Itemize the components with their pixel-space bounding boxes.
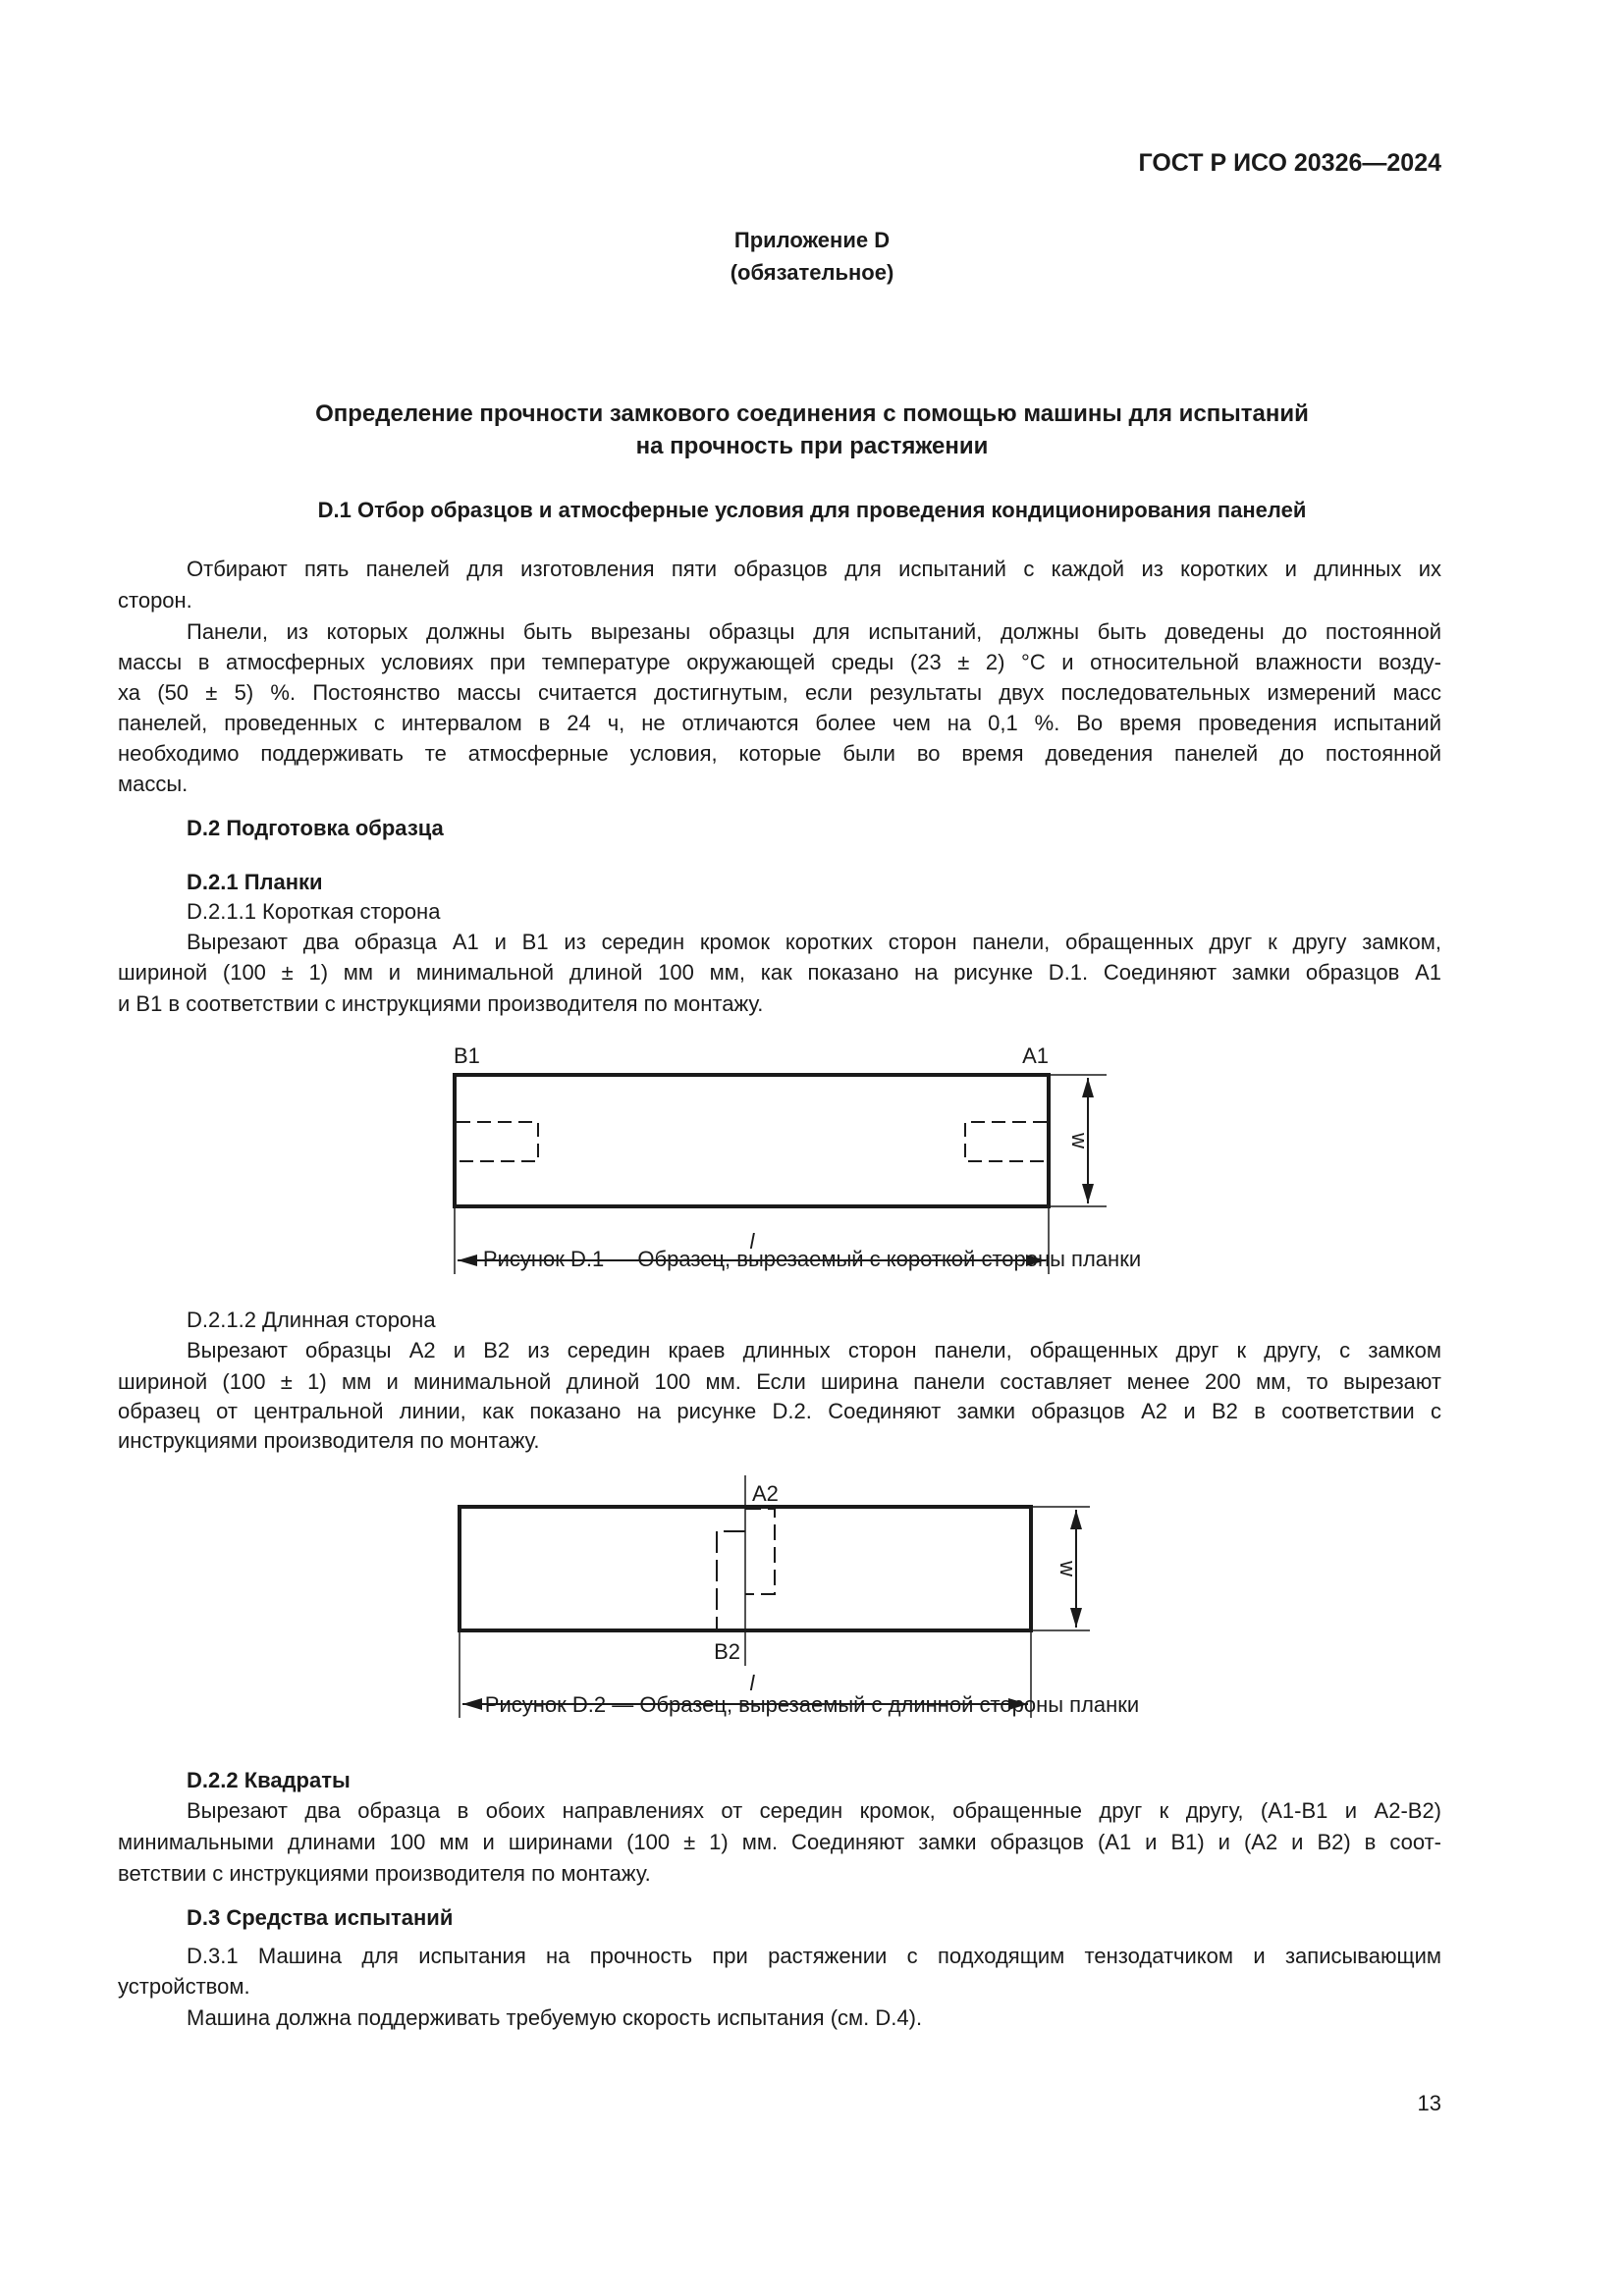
figure-d1 xyxy=(454,1043,1107,1274)
label-b1: B1 xyxy=(454,1043,480,1068)
lock-outline-a2 xyxy=(745,1509,775,1594)
paragraph-line: ха (50 ± 5) %. Постоянство массы считается достигнутым, если результаты двух последовательных измерений масс xyxy=(118,680,1441,705)
paragraph-line: инструкциями производителя по монтажу. xyxy=(118,1428,540,1453)
label-a2: A2 xyxy=(752,1481,779,1506)
paragraph-line: Отбирают пять панелей для изготовления пяти образцов для испытаний с каждой из коротких и длинных их xyxy=(187,557,1441,581)
label-w: w xyxy=(1067,1133,1092,1148)
paragraph-line: D.3.1 Машина для испытания на прочность при растяжении с подходящим тензодатчиком и записывающим xyxy=(187,1944,1441,1968)
paragraph-line: Вырезают два образца в обоих направлениях от середин кромок, обращенные друг к другу, (А1-В1 и А2-В2) xyxy=(187,1798,1441,1823)
figure-d2-caption: Рисунок D.2 — Образец, вырезаемый с длинной стороны планки xyxy=(484,1692,1140,1717)
heading-d21: D.2.1 Планки xyxy=(187,870,323,894)
label-b2: B2 xyxy=(714,1639,740,1664)
heading-d211: D.2.1.1 Короткая сторона xyxy=(187,899,441,924)
paragraph-line: шириной (100 ± 1) мм и минимальной длиной 100 мм. Если ширина панели составляет менее 200 мм, то вырезают xyxy=(118,1369,1441,1394)
paragraph-line: Вырезают два образца А1 и В1 из середин кромок коротких сторон панели, обращенных друг к другу замком, xyxy=(187,930,1441,954)
paragraph-line: шириной (100 ± 1) мм и минимальной длиной 100 мм, как показано на рисунке D.1. Соединяют замки образцов А1 xyxy=(118,960,1441,985)
figure-d1-caption: Рисунок D.1 — Образец, вырезаемый с короткой стороны планки xyxy=(482,1247,1142,1271)
paragraph-line: сторон. xyxy=(118,588,192,613)
heading-d212: D.2.1.2 Длинная сторона xyxy=(187,1308,436,1332)
label-l: l xyxy=(749,1229,755,1254)
main-title-line2: на прочность при растяжении xyxy=(635,433,989,459)
paragraph-line: массы. xyxy=(118,772,189,796)
lock-outline-b1 xyxy=(457,1122,538,1161)
paragraph-line: Вырезают образцы А2 и В2 из середин краев длинных сторон панели, обращенных друг к другу, с замком xyxy=(187,1338,1441,1362)
paragraph-line: панелей, проведенных с интервалом в 24 ч, не отличаются более чем на 0,1 %. Во время проведения испытаний xyxy=(118,711,1441,735)
paragraph-line: Машина должна поддерживать требуемую скорость испытания (см. D.4). xyxy=(187,2005,923,2030)
label-w: w xyxy=(1056,1561,1080,1576)
paragraph-line: устройством. xyxy=(118,1974,250,1999)
heading-d1: D.1 Отбор образцов и атмосферные условия для проведения кондиционирования панелей xyxy=(317,498,1307,522)
heading-d2: D.2 Подготовка образца xyxy=(187,816,444,840)
paragraph-line: образец от центральной линии, как показано на рисунке D.2. Соединяют замки образцов А2 и В2 в соответствии с xyxy=(118,1399,1441,1423)
paragraph-line: массы в атмосферных условиях при температуре окружающей среды (23 ± 2) °С и относительной влажности возду- xyxy=(118,650,1441,674)
specimen-outline xyxy=(455,1075,1049,1206)
paragraph-line: ветствии с инструкциями производителя по монтажу. xyxy=(118,1861,651,1886)
lock-outline-a1 xyxy=(965,1122,1047,1161)
heading-d22: D.2.2 Квадраты xyxy=(187,1768,351,1792)
label-l: l xyxy=(749,1671,755,1695)
label-a1: A1 xyxy=(1022,1043,1049,1068)
annex-status: (обязательное) xyxy=(730,260,894,285)
page-number: 13 xyxy=(1417,2091,1441,2115)
document-id: ГОСТ Р ИСО 20326—2024 xyxy=(1138,149,1441,177)
paragraph-line: минимальными длинами 100 мм и ширинами (100 ± 1) мм. Соединяют замки образцов (А1 и В1) и (А2 и В2) в соот- xyxy=(118,1830,1441,1854)
paragraph-line: и В1 в соответствии с инструкциями производителя по монтажу. xyxy=(118,991,764,1016)
paragraph-line: необходимо поддерживать те атмосферные условия, которые были во время доведения панелей до постоянной xyxy=(118,741,1441,766)
figure-d2 xyxy=(460,1475,1090,1718)
annex-title: Приложение D xyxy=(733,228,891,252)
main-title-line1: Определение прочности замкового соединения с помощью машины для испытаний xyxy=(315,400,1309,427)
lock-outline-b2 xyxy=(717,1531,745,1629)
heading-d3: D.3 Средства испытаний xyxy=(187,1905,454,1930)
paragraph-line: Панели, из которых должны быть вырезаны образцы для испытаний, должны быть доведены до постоянной xyxy=(187,619,1441,644)
